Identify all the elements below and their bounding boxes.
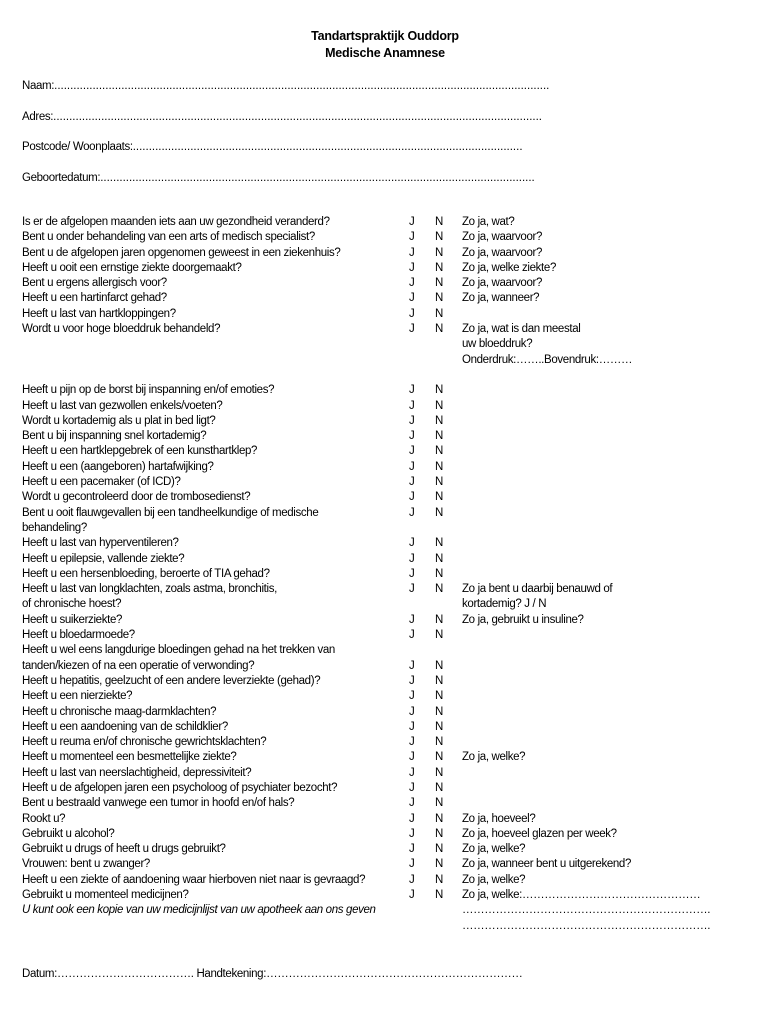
question-text: Heeft u last van hartkloppingen? <box>22 307 176 320</box>
question-text: Heeft u bloedarmoede? <box>22 629 135 642</box>
answer-no[interactable]: N <box>435 460 443 473</box>
question-row <box>0 888 770 903</box>
answer-no[interactable]: N <box>435 629 443 642</box>
signature-line[interactable]: Datum:………………………………. Handtekening:…………………………………………………………… <box>22 968 523 980</box>
answer-yes[interactable]: J <box>409 460 415 473</box>
question-text: Heeft u ooit een ernstige ziekte doorgemaakt? <box>22 261 242 274</box>
address-field[interactable] <box>22 111 572 123</box>
follow-up-note: Zo ja, hoeveel? <box>462 812 536 825</box>
answer-yes[interactable]: J <box>409 690 415 703</box>
follow-up-note: Zo ja, waarvoor? <box>462 277 543 290</box>
question-text: Bent u de afgelopen jaren opgenomen geweest in een ziekenhuis? <box>22 246 341 259</box>
answer-no[interactable]: N <box>435 858 443 871</box>
question-text: Heeft u chronische maag-darmklachten? <box>22 705 217 718</box>
question-row <box>0 552 770 567</box>
answer-yes[interactable]: J <box>409 506 415 519</box>
follow-up-note: Zo ja, wanneer? <box>462 292 540 305</box>
birthdate-dots: ........................................................................................................................................ <box>100 172 535 184</box>
follow-up-note: Zo ja bent u daarbij benauwd of <box>462 583 613 596</box>
question-row <box>0 689 770 704</box>
follow-up-note: Zo ja, hoeveel glazen per week? <box>462 827 617 840</box>
answer-no[interactable]: N <box>435 674 443 687</box>
question-row <box>0 597 770 612</box>
question-row <box>0 490 770 505</box>
question-text: Bent u bestraald vanwege een tumor in hoofd en/of hals? <box>22 797 295 810</box>
answer-no[interactable]: N <box>435 873 443 886</box>
question-row <box>0 383 770 398</box>
answer-yes[interactable]: J <box>409 674 415 687</box>
question-text: Heeft u epilepsie, vallende ziekte? <box>22 552 185 565</box>
question-text: Heeft u momenteel een besmettelijke ziekte? <box>22 751 237 764</box>
question-text: Gebruikt u momenteel medicijnen? <box>22 889 189 902</box>
answer-no[interactable]: N <box>435 476 443 489</box>
answer-yes[interactable]: J <box>409 766 415 779</box>
answer-no[interactable]: N <box>435 720 443 733</box>
follow-up-note: Zo ja, wat is dan meestal <box>462 323 581 336</box>
answer-yes[interactable]: J <box>409 858 415 871</box>
birthdate-field[interactable] <box>22 172 572 184</box>
answer-no[interactable]: N <box>435 552 443 565</box>
address-label: Adres: <box>22 111 54 123</box>
answer-no[interactable]: N <box>435 323 443 336</box>
answer-no[interactable]: N <box>435 781 443 794</box>
answer-yes[interactable]: J <box>409 781 415 794</box>
question-row <box>0 735 770 750</box>
question-row <box>0 903 770 918</box>
answer-no[interactable]: N <box>435 445 443 458</box>
question-text: Heeft u een (aangeboren) hartafwijking? <box>22 460 214 473</box>
postcode-city-field[interactable] <box>22 141 572 153</box>
question-text: Heeft u last van gezwollen enkels/voeten? <box>22 399 223 412</box>
question-row <box>0 261 770 276</box>
answer-yes[interactable]: J <box>409 476 415 489</box>
name-dots: ........................................................................................................................................................... <box>54 80 550 92</box>
answer-yes[interactable]: J <box>409 797 415 810</box>
question-text: Heeft u een hartklepgebrek of een kunsthartklep? <box>22 445 258 458</box>
question-row <box>0 643 770 658</box>
answer-yes[interactable]: J <box>409 552 415 565</box>
question-text: of chronische hoest? <box>22 598 122 611</box>
question-row <box>0 414 770 429</box>
question-text: Heeft u een aandoening van de schildklier? <box>22 720 228 733</box>
follow-up-note: Zo ja, wat? <box>462 216 515 228</box>
answer-yes[interactable]: J <box>409 445 415 458</box>
answer-no[interactable]: N <box>435 430 443 443</box>
question-text: Heeft u pijn op de borst bij inspanning en/of emoties? <box>22 384 275 397</box>
question-row <box>0 750 770 765</box>
question-text: Heeft u hepatitis, geelzucht of een andere leverziekte (gehad)? <box>22 674 321 687</box>
answer-yes[interactable]: J <box>409 231 415 244</box>
question-text: Heeft u een hersenbloeding, beroerte of TIA gehad? <box>22 567 270 580</box>
name-field[interactable] <box>22 80 572 92</box>
question-row <box>0 429 770 444</box>
answer-no[interactable]: N <box>435 843 443 856</box>
follow-up-note: Zo ja, welke? <box>462 873 526 886</box>
answer-yes[interactable]: J <box>409 613 415 626</box>
answer-no[interactable]: N <box>435 613 443 626</box>
answer-yes[interactable]: J <box>409 307 415 320</box>
answer-yes[interactable]: J <box>409 277 415 290</box>
answer-yes[interactable]: J <box>409 491 415 504</box>
postcode-city-label: Postcode/ Woonplaats: <box>22 141 133 153</box>
form-title: Medische Anamnese <box>325 46 445 60</box>
answer-no[interactable]: N <box>435 567 443 580</box>
question-row <box>0 506 770 521</box>
question-row <box>0 720 770 735</box>
question-text: Heeft u een pacemaker (of ICD)? <box>22 476 181 489</box>
question-row <box>0 307 770 322</box>
answer-no[interactable]: N <box>435 583 443 596</box>
answer-yes[interactable]: J <box>409 323 415 336</box>
question-text: U kunt ook een kopie van uw medicijnlijst van uw apotheek aan ons geven <box>22 904 376 917</box>
question-row <box>0 460 770 475</box>
question-text: Gebruikt u alcohol? <box>22 827 115 840</box>
answer-no[interactable]: N <box>435 307 443 320</box>
answer-no[interactable]: N <box>435 491 443 504</box>
answer-yes[interactable]: J <box>409 736 415 749</box>
follow-up-note: Onderdruk:……..Bovendruk:……… <box>462 353 633 366</box>
question-row <box>0 475 770 490</box>
answer-no[interactable]: N <box>435 659 443 672</box>
answer-no[interactable]: N <box>435 797 443 810</box>
question-text: Heeft u last van hyperventileren? <box>22 537 179 550</box>
answer-no[interactable]: N <box>435 216 443 228</box>
answer-yes[interactable]: J <box>409 889 415 902</box>
question-row <box>0 857 770 872</box>
answer-no[interactable]: N <box>435 261 443 274</box>
answer-no[interactable]: N <box>435 246 443 259</box>
question-row <box>0 705 770 720</box>
answer-no[interactable]: N <box>435 384 443 397</box>
question-row <box>0 368 770 383</box>
answer-yes[interactable]: J <box>409 567 415 580</box>
answer-yes[interactable]: J <box>409 537 415 550</box>
answer-no[interactable]: N <box>435 506 443 519</box>
practice-title: Tandartspraktijk Ouddorp <box>311 29 459 43</box>
name-label: Naam: <box>22 80 55 92</box>
question-row <box>0 812 770 827</box>
follow-up-note: Zo ja, wanneer bent u uitgerekend? <box>462 858 632 871</box>
question-row <box>0 582 770 597</box>
question-row <box>0 337 770 352</box>
answer-yes[interactable]: J <box>409 720 415 733</box>
question-row <box>0 521 770 536</box>
question-text: tanden/kiezen of na een operatie of verwonding? <box>22 659 255 672</box>
question-row <box>0 322 770 337</box>
answer-no[interactable]: N <box>435 399 443 412</box>
follow-up-note: …………………………………………………………. <box>462 919 711 932</box>
question-text: Heeft u de afgelopen jaren een psycholoog of psychiater bezocht? <box>22 781 338 794</box>
answer-yes[interactable]: J <box>409 659 415 672</box>
answer-no[interactable]: N <box>435 277 443 290</box>
answer-yes[interactable]: J <box>409 705 415 718</box>
answer-yes[interactable]: J <box>409 384 415 397</box>
question-text: Heeft u suikerziekte? <box>22 613 123 626</box>
follow-up-note: Zo ja, welke? <box>462 751 526 764</box>
question-row <box>0 796 770 811</box>
answer-yes[interactable]: J <box>409 629 415 642</box>
answer-yes[interactable]: J <box>409 430 415 443</box>
question-row <box>0 567 770 582</box>
question-text: Is er de afgelopen maanden iets aan uw gezondheid veranderd? <box>22 216 330 228</box>
postcode-city-dots: .......................................................................................................................... <box>132 141 523 153</box>
question-text: Rookt u? <box>22 812 66 825</box>
question-row <box>0 613 770 628</box>
question-row <box>0 842 770 857</box>
question-text: Bent u bij inspanning snel kortademig? <box>22 430 207 443</box>
answer-yes[interactable]: J <box>409 873 415 886</box>
follow-up-note: Zo ja, welke ziekte? <box>462 261 556 274</box>
answer-no[interactable]: N <box>435 812 443 825</box>
question-row <box>0 291 770 306</box>
question-row <box>0 781 770 796</box>
follow-up-note: uw bloeddruk? <box>462 338 533 351</box>
follow-up-note: Zo ja, welke:………………………………………… <box>462 889 701 902</box>
follow-up-note: Zo ja, waarvoor? <box>462 246 543 259</box>
question-text: Heeft u een ziekte of aandoening waar hierboven niet naar is gevraagd? <box>22 873 366 886</box>
answer-yes[interactable]: J <box>409 414 415 427</box>
follow-up-note: kortademig? J / N <box>462 598 547 611</box>
answer-yes[interactable]: J <box>409 827 415 840</box>
answer-no[interactable]: N <box>435 537 443 550</box>
answer-yes[interactable]: J <box>409 843 415 856</box>
question-text: Bent u ooit flauwgevallen bij een tandheelkundige of medische <box>22 506 319 519</box>
question-row <box>0 276 770 291</box>
question-row <box>0 246 770 261</box>
question-text: Heeft u een nierziekte? <box>22 690 133 703</box>
follow-up-note: Zo ja, waarvoor? <box>462 231 543 244</box>
question-row <box>0 628 770 643</box>
question-text: Heeft u wel eens langdurige bloedingen gehad na het trekken van <box>22 644 335 657</box>
question-row <box>0 536 770 551</box>
question-text: Gebruikt u drugs of heeft u drugs gebruikt? <box>22 843 226 856</box>
question-row <box>0 827 770 842</box>
birthdate-label: Geboortedatum: <box>22 172 101 184</box>
question-row <box>0 215 770 230</box>
answer-no[interactable]: N <box>435 231 443 244</box>
follow-up-note: Zo ja, welke? <box>462 843 526 856</box>
question-text: Wordt u kortademig als u plat in bed ligt? <box>22 414 216 427</box>
follow-up-note: Zo ja, gebruikt u insuline? <box>462 613 584 626</box>
answer-no[interactable]: N <box>435 705 443 718</box>
question-text: Bent u ergens allergisch voor? <box>22 277 167 290</box>
question-text: Vrouwen: bent u zwanger? <box>22 858 150 871</box>
answer-no[interactable]: N <box>435 751 443 764</box>
answer-no[interactable]: N <box>435 292 443 305</box>
answer-yes[interactable]: J <box>409 583 415 596</box>
answer-yes[interactable]: J <box>409 292 415 305</box>
answer-yes[interactable]: J <box>409 751 415 764</box>
question-text: Heeft u last van neerslachtigheid, depressiviteit? <box>22 766 252 779</box>
question-row <box>0 353 770 368</box>
document-header <box>0 28 770 62</box>
question-row <box>0 399 770 414</box>
question-list <box>0 215 770 934</box>
question-row <box>0 230 770 245</box>
question-row <box>0 873 770 888</box>
question-text: Bent u onder behandeling van een arts of medisch specialist? <box>22 231 315 244</box>
answer-no[interactable]: N <box>435 889 443 902</box>
answer-no[interactable]: N <box>435 766 443 779</box>
question-text: Heeft u last van longklachten, zoals astma, bronchitis, <box>22 583 277 596</box>
answer-no[interactable]: N <box>435 414 443 427</box>
question-row <box>0 444 770 459</box>
answer-no[interactable]: N <box>435 827 443 840</box>
address-dots: ......................................................................................................................................................... <box>53 111 542 123</box>
answer-yes[interactable]: J <box>409 216 415 228</box>
question-text: Wordt u voor hoge bloeddruk behandeld? <box>22 323 221 336</box>
question-row <box>0 674 770 689</box>
answer-no[interactable]: N <box>435 690 443 703</box>
answer-yes[interactable]: J <box>409 399 415 412</box>
question-row <box>0 919 770 934</box>
question-text: Heeft u reuma en/of chronische gewrichtsklachten? <box>22 736 267 749</box>
question-row <box>0 659 770 674</box>
question-text: Wordt u gecontroleerd door de trombosedienst? <box>22 491 251 504</box>
question-text: behandeling? <box>22 521 87 534</box>
follow-up-note: …………………………………………………………. <box>462 904 711 917</box>
answer-yes[interactable]: J <box>409 261 415 274</box>
answer-yes[interactable]: J <box>409 246 415 259</box>
question-row <box>0 766 770 781</box>
answer-no[interactable]: N <box>435 736 443 749</box>
question-text: Heeft u een hartinfarct gehad? <box>22 292 167 305</box>
answer-yes[interactable]: J <box>409 812 415 825</box>
